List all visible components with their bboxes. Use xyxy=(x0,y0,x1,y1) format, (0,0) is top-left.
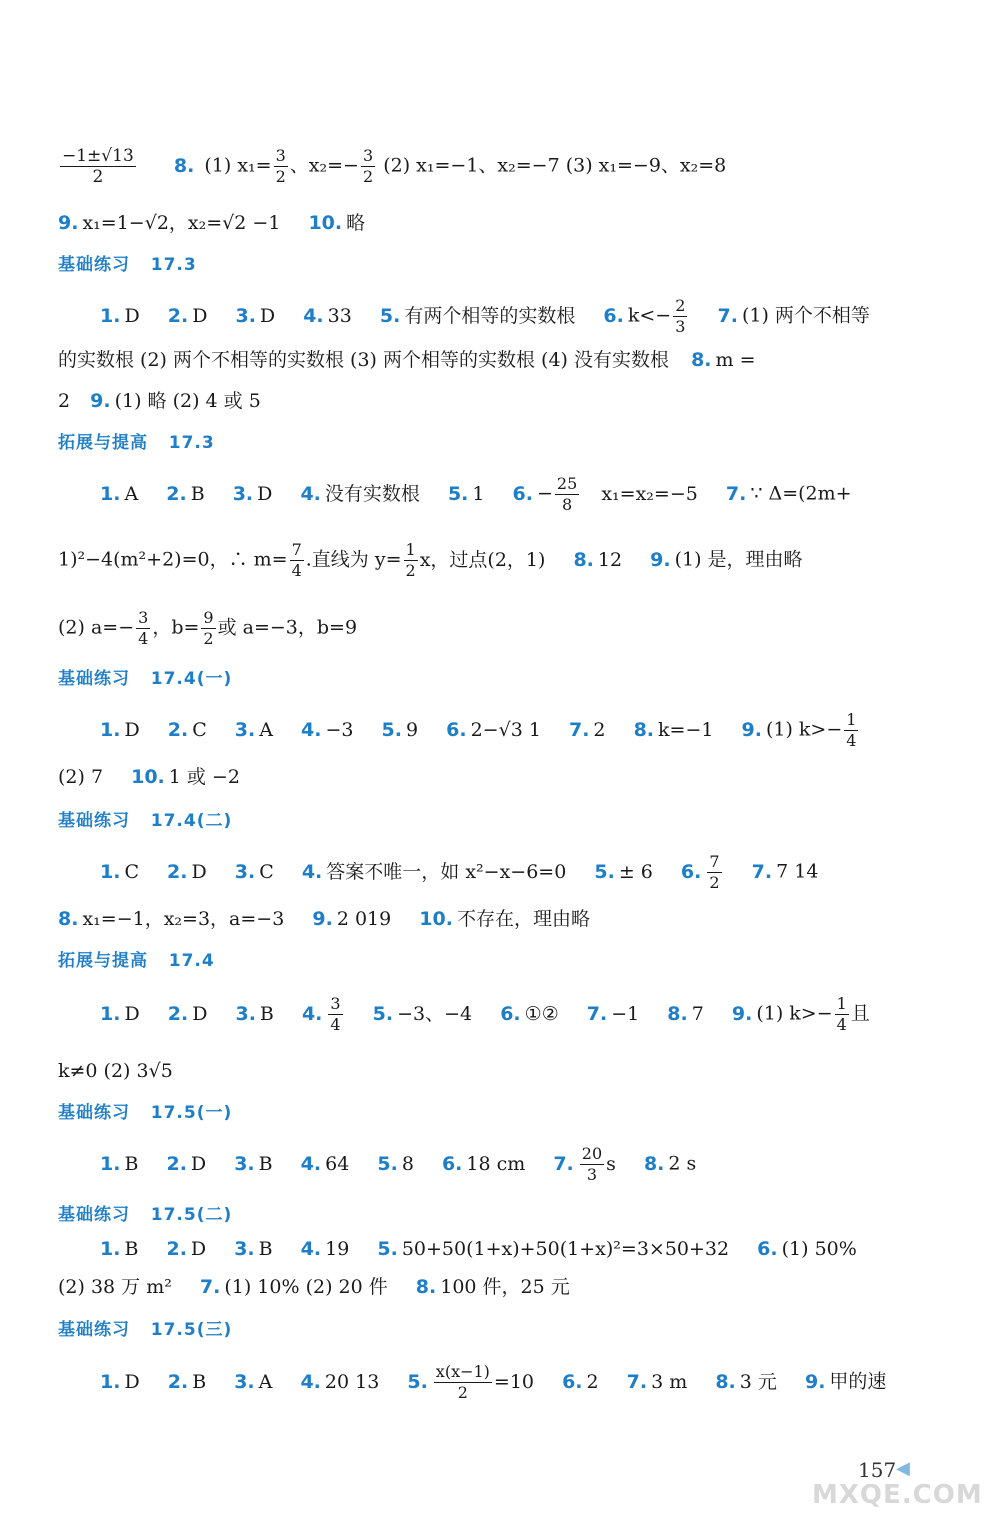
answer-line: 1. D 2. D 3. D 4. 33 5. 有两个相等的实数根 6. k<− $\frac{2}{3}$ 7. (1) 两个不相等 xyxy=(100,296,870,336)
section-heading: 基础练习 17.4(二) xyxy=(58,811,233,831)
answer-line: (2) 38 万 m² 7. (1) 10% (2) 20 件 8. 100 件，25 元 xyxy=(58,1276,570,1298)
answer-line: 1. B 2. D 3. B 4. 19 5. 50+50(1+x)+50(1+x)²=3×50+32 6. (1) 50% xyxy=(100,1238,857,1260)
fraction: $\frac{3}{2}$ xyxy=(275,146,286,186)
answer-line: 8. x₁=−1，x₂=3，a=−3 9. 2 019 10. 不存在，理由略 xyxy=(58,908,590,930)
answer-line: 1. D 2. D 3. B 4. $\frac{3}{4}$ 5. −3、−4 6. ①② 7. −1 8. 7 9. (1) k>− $\frac{1}{4}$ 且 xyxy=(100,994,870,1034)
answer-line: 9. x₁=1−√2，x₂=√2 −1 10. 略 xyxy=(58,212,366,234)
section-heading: 拓展与提高 17.4 xyxy=(58,951,215,971)
fraction: $\frac{3}{2}$ xyxy=(362,146,374,186)
answer-line: 1. D 2. B 3. A 4. 20 13 5. $\frac{x(x-1)}{2}$ =10 6. 2 7. 3 m 8. 3 元 9. 甲的速 xyxy=(100,1362,887,1402)
section-heading: 基础练习 17.5(二) xyxy=(58,1205,233,1225)
answer-line: k≠0 (2) 3√5 xyxy=(58,1060,173,1082)
answer-line: 的实数根 (2) 两个不相等的实数根 (3) 两个相等的实数根 (4) 没有实数根 8. m = xyxy=(58,349,756,371)
section-heading: 拓展与提高 17.3 xyxy=(58,433,215,453)
answer-line: $\frac{-1\pm√13}{2}$ 8. (1) x₁= $\frac{3}{2}$ 、x₂=− $\frac{3}{2}$ (2) x₁=−1、x₂=−7 (3) x₁=−9、x₂=8 xyxy=(62,146,727,187)
answer-line: 1)²−4(m²+2)=0，∴ m= $\frac{7}{4}$ .直线为 y= $\frac{1}{2}$ x，过点(2，1) 8. 12 9. (1) 是，理由略 xyxy=(58,540,803,580)
answer-line: 1. B 2. D 3. B 4. 64 5. 8 6. 18 cm 7. $\frac{20}{3}$ s 8. 2 s xyxy=(100,1144,697,1184)
fraction: $\frac{-1\pm√13}{2}$ xyxy=(62,146,134,187)
answer-line: 2 9. (1) 略 (2) 4 或 5 xyxy=(58,390,261,412)
answer-line: (2) a=− $\frac{3}{4}$ ，b= $\frac{9}{2}$ 或 a=−3，b=9 xyxy=(58,608,358,648)
answer-line: 1. D 2. C 3. A 4. −3 5. 9 6. 2−√3 1 7. 2 8. k=−1 9. (1) k>− $\frac{1}{4}$ xyxy=(100,710,857,750)
section-heading: 基础练习 17.5(一) xyxy=(58,1103,233,1123)
item-number: 8. xyxy=(173,154,195,177)
section-heading: 基础练习 17.3 xyxy=(58,255,197,275)
answer-line: 1. C 2. D 3. C 4. 答案不唯一，如 x²−x−6=0 5. ± 6 6. $\frac{7}{2}$ 7. 7 14 xyxy=(100,852,819,892)
section-heading: 基础练习 17.4(一) xyxy=(58,669,233,689)
page-arrow-icon: ◀ xyxy=(896,1458,910,1479)
answer-line: (2) 7 10. 1 或 −2 xyxy=(58,766,240,788)
answer-line: 1. A 2. B 3. D 4. 没有实数根 5. 1 6. − $\frac{25}{8}$ x₁=x₂=−5 7. ∵ Δ=(2m+ xyxy=(100,474,852,514)
section-heading: 基础练习 17.5(三) xyxy=(58,1320,233,1340)
watermark: MXQE.COM xyxy=(812,1480,983,1510)
page-number: 157 xyxy=(858,1458,897,1482)
